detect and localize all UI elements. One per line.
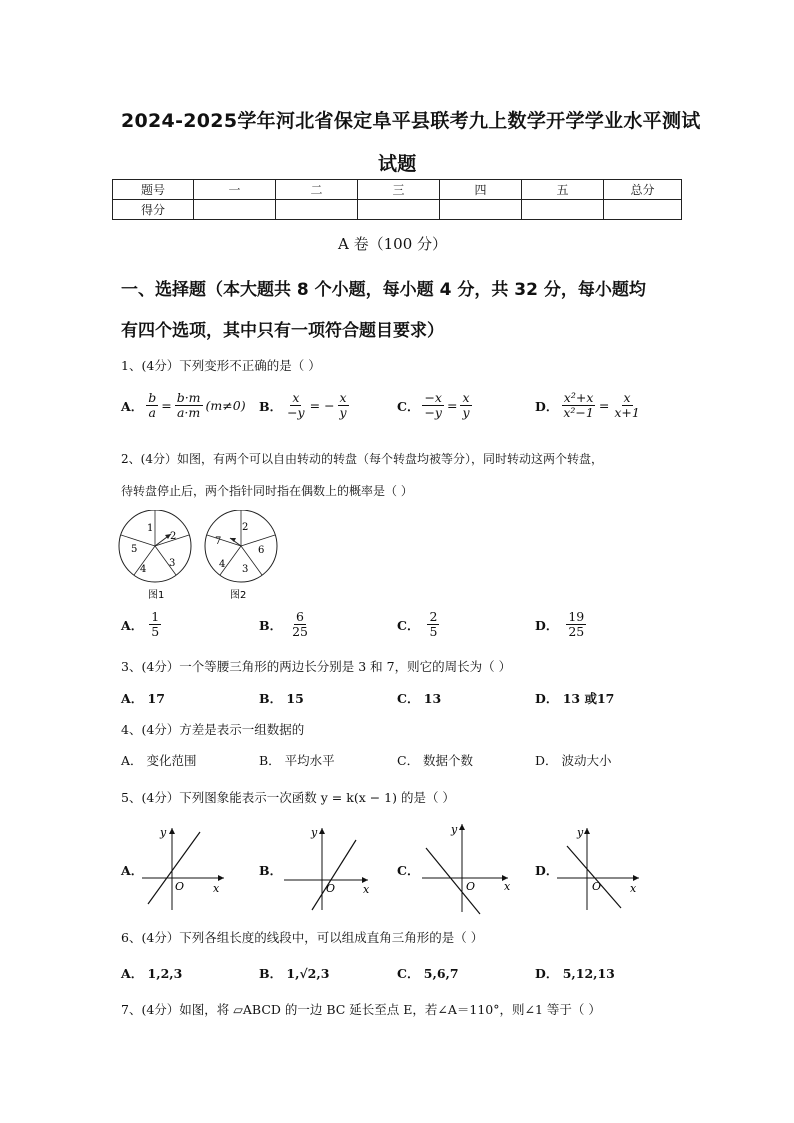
score-table-score-row xyxy=(113,200,682,220)
q4-stem: 4、(4分）方差是表示一组数据的 xyxy=(121,722,305,737)
q3-option-d[interactable]: D． 13 或17 xyxy=(535,691,615,706)
q1-a-frac-right: $\frac{b\cdot m}{a\cdot m}$ xyxy=(176,390,201,421)
axis-y-label: y xyxy=(311,826,318,839)
q1-a-label: A． xyxy=(121,398,144,414)
q3-option-c[interactable]: C． 13 xyxy=(397,691,442,706)
q1-d-frac-right: $\frac{x}{x+1}$ xyxy=(614,390,640,421)
page-title-line2: 试题 xyxy=(378,153,417,175)
axis-x-label: x xyxy=(213,882,220,895)
q2-option-b[interactable] xyxy=(259,610,310,640)
wheel1-number: 1 xyxy=(147,523,154,534)
score-input-cell[interactable] xyxy=(276,200,358,220)
q2-a-frac: $\frac{1}{5}$ xyxy=(151,609,160,640)
q2-option-d[interactable] xyxy=(535,610,586,640)
score-cell: 五 xyxy=(522,180,604,200)
q1-option-a[interactable] xyxy=(121,391,246,421)
q4-option-b[interactable]: B． 平均水平 xyxy=(259,753,335,768)
wheel1-number: 3 xyxy=(169,558,176,569)
q1-option-b[interactable] xyxy=(259,391,349,421)
q1-b-label: B． xyxy=(259,398,283,414)
fig2-caption: 图2 xyxy=(230,590,247,601)
q1-c-frac-right: $\frac{x}{y}$ xyxy=(462,390,470,421)
q2-c-label: C． xyxy=(397,617,420,633)
q7-stem: 7、(4分）如图，将 ▱ABCD 的一边 BC 延长至点 E，若∠A＝110°，则∠1 等于（ ） xyxy=(121,1002,601,1017)
q2-b-label: B． xyxy=(259,617,283,633)
axis-y-label: y xyxy=(577,826,584,839)
score-input-cell[interactable] xyxy=(194,200,276,220)
q5-stem: 5、(4分）下列图象能表示一次函数 y = k(x − 1) 的是（ ） xyxy=(121,790,455,805)
volume-a-heading: A 卷（100 分） xyxy=(338,235,447,253)
q1-c-label: C． xyxy=(397,398,420,414)
q2-c-frac: $\frac{2}{5}$ xyxy=(429,609,438,640)
section1-heading-line2: 有四个选项，其中只有一项符合题目要求） xyxy=(121,321,444,341)
axis-x-label: x xyxy=(630,882,637,895)
spinner-wheel-2 xyxy=(205,510,277,601)
score-cell: 一 xyxy=(194,180,276,200)
q6-option-d[interactable]: D． 5,12,13 xyxy=(535,966,615,981)
origin-label: O xyxy=(175,880,185,893)
score-table xyxy=(112,179,682,220)
axis-x-label: x xyxy=(363,883,370,896)
q5-graph-d[interactable] xyxy=(555,822,645,914)
q6-stem: 6、(4分）下列各组长度的线段中，可以组成直角三角形的是（ ） xyxy=(121,930,484,945)
wheel2-number: 6 xyxy=(258,545,265,556)
q1-c-eq: = xyxy=(447,398,458,414)
score-cell: 题号 xyxy=(113,180,194,200)
q5-graph-b[interactable] xyxy=(282,822,374,914)
score-input-cell[interactable] xyxy=(604,200,682,220)
q1-c-frac-left: $\frac{-x}{-y}$ xyxy=(424,390,442,421)
q5-option-b-label[interactable]: B． xyxy=(259,863,283,878)
q2-stem-line1: 2、(4分）如图，有两个可以自由转动的转盘（每个转盘均被等分），同时转动这两个转盘， xyxy=(121,452,603,466)
score-cell: 三 xyxy=(358,180,440,200)
q4-option-d[interactable]: D． 波动大小 xyxy=(535,753,612,768)
q1-a-eq: = xyxy=(161,398,172,414)
wheel2-number: 2 xyxy=(242,522,249,533)
q2-stem-line2: 待转盘停止后，两个指针同时指在偶数上的概率是（ ） xyxy=(121,484,413,498)
origin-label: O xyxy=(592,880,602,893)
spinner-wheel-1 xyxy=(119,510,191,601)
wheel1-number: 4 xyxy=(140,564,147,575)
wheel2-number: 3 xyxy=(242,564,249,575)
q2-option-c[interactable] xyxy=(397,610,439,640)
wheel2-number: 7 xyxy=(215,536,222,547)
q5-option-c-label[interactable]: C． xyxy=(397,863,420,878)
fig1-caption: 图1 xyxy=(148,590,165,601)
axis-x-label: x xyxy=(504,880,511,893)
score-cell: 四 xyxy=(440,180,522,200)
q2-spinner-figure xyxy=(115,510,290,606)
q5-option-d-label[interactable]: D． xyxy=(535,863,559,878)
q1-d-label: D． xyxy=(535,398,559,414)
q1-d-eq: = xyxy=(598,398,610,414)
q3-option-a[interactable]: A． 17 xyxy=(121,691,165,706)
q2-b-frac: $\frac{6}{25}$ xyxy=(292,609,308,640)
q3-stem: 3、(4分）一个等腰三角形的两边长分别是 3 和 7，则它的周长为（ ） xyxy=(121,659,512,674)
score-cell: 得分 xyxy=(113,200,194,220)
q2-option-a[interactable] xyxy=(121,610,161,640)
q1-option-d[interactable] xyxy=(535,391,642,421)
q1-b-eq: = − xyxy=(309,398,335,414)
q1-option-c[interactable] xyxy=(397,391,472,421)
score-table-header-row xyxy=(113,180,682,200)
q1-stem: 1、(4分）下列变形不正确的是（ ） xyxy=(121,358,321,373)
axis-y-label: y xyxy=(160,826,167,839)
q6-option-a[interactable]: A． 1,2,3 xyxy=(121,966,183,981)
score-cell: 总分 xyxy=(604,180,682,200)
page-title-line1: 2024-2025学年河北省保定阜平县联考九上数学开学学业水平测试 xyxy=(121,110,701,132)
q1-a-frac-left: $\frac{b}{a}$ xyxy=(148,390,157,421)
q6-option-c[interactable]: C． 5,6,7 xyxy=(397,966,459,981)
q5-option-a-label[interactable]: A． xyxy=(121,863,144,878)
q1-d-frac-left: $\frac{\text{x²+x}}{\text{x²−1}}$ xyxy=(563,390,594,421)
section1-heading-line1: 一、选择题（本大题共 8 个小题，每小题 4 分，共 32 分，每小题均 xyxy=(121,280,646,300)
score-input-cell[interactable] xyxy=(358,200,440,220)
q4-option-c[interactable]: C． 数据个数 xyxy=(397,753,474,768)
q1-b-frac-right: $\frac{x}{y}$ xyxy=(339,390,347,421)
score-input-cell[interactable] xyxy=(440,200,522,220)
wheel1-number: 5 xyxy=(131,544,138,555)
q1-a-condition: (m≠0) xyxy=(205,398,246,414)
q5-graph-c[interactable] xyxy=(420,820,515,916)
q5-graph-a[interactable] xyxy=(140,822,230,914)
origin-label: O xyxy=(326,882,336,895)
q2-d-label: D． xyxy=(535,617,559,633)
q4-option-a[interactable]: A． 变化范围 xyxy=(121,753,197,768)
wheel1-number: 2 xyxy=(170,531,177,542)
score-cell: 二 xyxy=(276,180,358,200)
q3-option-b[interactable]: B． 15 xyxy=(259,691,304,706)
q2-d-frac: $\frac{19}{25}$ xyxy=(568,609,585,640)
origin-label: O xyxy=(466,880,476,893)
q6-option-b[interactable]: B． 1,√2,3 xyxy=(259,966,330,981)
wheel2-number: 4 xyxy=(219,559,226,570)
q2-a-label: A． xyxy=(121,617,144,633)
q1-b-frac-left: $\frac{x}{-y}$ xyxy=(287,390,305,421)
score-input-cell[interactable] xyxy=(522,200,604,220)
axis-y-label: y xyxy=(451,823,458,836)
